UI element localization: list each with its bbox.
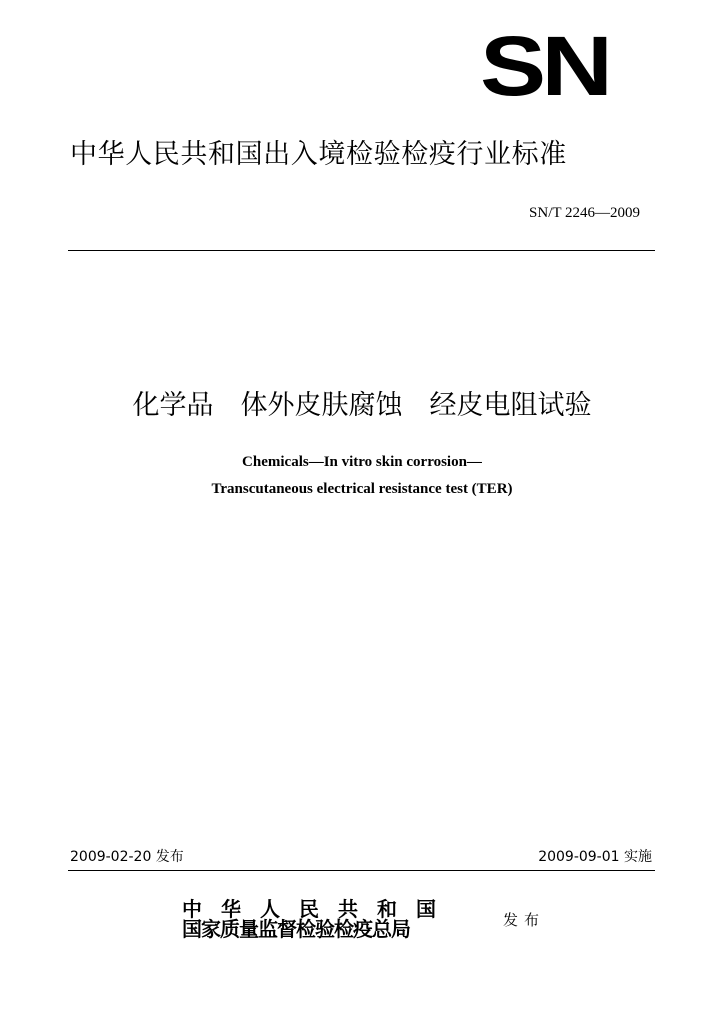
issuer-country: 中华人民共和国 xyxy=(182,897,455,921)
org-title: 中华人民共和国出入境检验检疫行业标准 xyxy=(70,139,567,170)
standard-code: SN/T 2246—2009 xyxy=(529,205,640,221)
implementation-date: 2009-09-01 实施 xyxy=(538,849,652,865)
document-title-en-line1: Chemicals—In vitro skin corrosion— xyxy=(242,454,482,470)
top-divider xyxy=(68,250,655,251)
document-title-cn: 化学品 体外皮肤腐蚀 经皮电阻试验 xyxy=(132,390,592,421)
document-title-en-line2: Transcutaneous electrical resistance test (TER) xyxy=(211,481,513,497)
issued-label: 发布 xyxy=(503,911,546,929)
sn-logo: SN xyxy=(480,19,609,113)
issuer-agency: 国家质量监督检验检疫总局 xyxy=(182,917,410,941)
issue-date: 2009-02-20 发布 xyxy=(70,849,184,865)
bottom-divider xyxy=(68,870,655,871)
